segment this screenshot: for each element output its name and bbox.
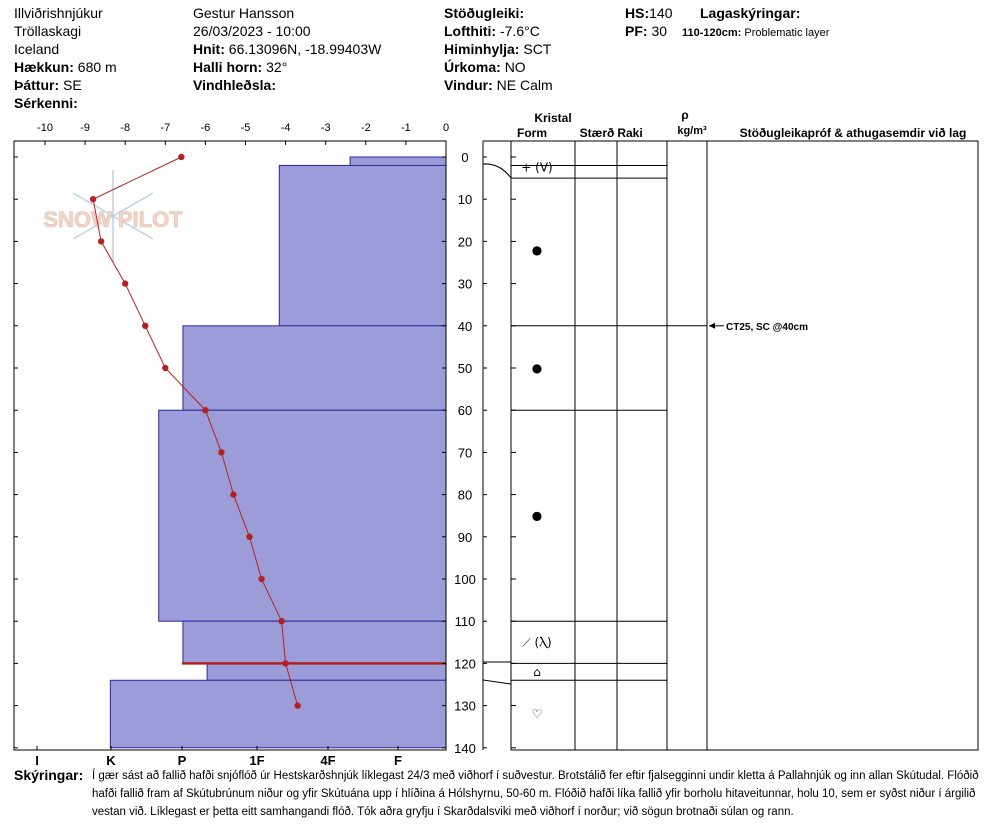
boundary-connector bbox=[483, 164, 511, 178]
temp-tick-label: 0 bbox=[442, 122, 450, 134]
temperature-point bbox=[98, 238, 104, 244]
temp-tick-label: -8 bbox=[120, 122, 131, 134]
slope-value: 32° bbox=[266, 59, 288, 75]
col-rho-unit: kg/m³ bbox=[677, 125, 707, 137]
hardness-layer bbox=[110, 680, 446, 748]
layer-note-text: Problematic layer bbox=[744, 27, 830, 39]
region: Tröllaskagi bbox=[14, 23, 82, 39]
features-label: Sérkenni: bbox=[14, 95, 78, 111]
slope-label: Halli horn: bbox=[193, 59, 263, 75]
hs-label: HS: bbox=[625, 5, 650, 21]
depth-tick-label: 40 bbox=[457, 318, 473, 334]
depth-tick-label: 90 bbox=[457, 529, 473, 545]
depth-tick-label: 50 bbox=[457, 361, 473, 376]
air-temp-value: -7.6°C bbox=[499, 23, 540, 39]
temp-tick-label: -6 bbox=[200, 122, 211, 134]
depth-tick-label: 120 bbox=[454, 656, 476, 672]
depth-tick-label: 0 bbox=[461, 150, 469, 165]
grain-form-symbol: ⟋ (Ⲗ) bbox=[522, 635, 552, 650]
temp-tick-label: -10 bbox=[37, 122, 53, 134]
layer-notes-label: Lagaskýringar: bbox=[700, 5, 801, 21]
hardness-layer bbox=[183, 326, 446, 410]
temperature-point bbox=[278, 618, 284, 624]
grain-form-symbol: ● bbox=[531, 508, 543, 523]
col-form: Form bbox=[517, 126, 547, 140]
depth-tick-label: 70 bbox=[457, 445, 473, 461]
table-frame bbox=[511, 141, 978, 750]
temp-tick-label: -3 bbox=[320, 122, 331, 134]
wind-label: Vindur: bbox=[444, 77, 493, 93]
depth-tick-label: 140 bbox=[454, 740, 476, 756]
depth-tick-label: 100 bbox=[454, 572, 476, 587]
grain-form-symbol: ⌂ bbox=[533, 664, 541, 679]
temp-tick-label: -1 bbox=[401, 122, 411, 134]
pf-label: PF: bbox=[625, 23, 648, 39]
temperature-point bbox=[142, 323, 148, 329]
observer: Gestur Hansson bbox=[193, 5, 295, 21]
legend-label: Skýringar: bbox=[14, 767, 84, 783]
temp-tick-label: -5 bbox=[240, 122, 251, 134]
hardness-layer bbox=[159, 410, 446, 621]
depth-tick-label: 60 bbox=[457, 403, 473, 419]
stability-tests bbox=[709, 322, 808, 333]
boundary-connector bbox=[483, 680, 511, 684]
air-temp-label: Lofthiti: bbox=[444, 23, 497, 39]
hardness-layer bbox=[207, 663, 446, 680]
stability-label: Stöðugleiki: bbox=[444, 5, 525, 21]
watermark-text: SNOW PILOT bbox=[43, 207, 183, 232]
temp-tick-label: -2 bbox=[360, 122, 371, 134]
temperature-point bbox=[202, 407, 208, 413]
elevation-label: Hækkun: bbox=[14, 59, 74, 75]
grain-symbols bbox=[521, 161, 552, 721]
temperature-point bbox=[218, 449, 224, 455]
depth-tick-label: 110 bbox=[454, 614, 476, 630]
temp-tick-label: -4 bbox=[280, 122, 291, 134]
hardness-tick-label: K bbox=[106, 753, 116, 765]
temperature-point bbox=[294, 702, 300, 708]
grain-form-symbol: + (V) bbox=[521, 160, 553, 175]
col-rho: ρ bbox=[681, 108, 689, 122]
test-note: CT25, SC @40cm bbox=[726, 322, 809, 333]
col-tests: Stöðugleikapróf & athugasemdir við lag bbox=[739, 126, 967, 140]
temperature-point bbox=[90, 196, 96, 202]
col-moisture: Raki bbox=[617, 126, 643, 140]
coords-value: 66.13096N, -18.99403W bbox=[228, 41, 382, 57]
hardness-layers bbox=[110, 157, 446, 748]
temp-tick-label: -9 bbox=[80, 122, 90, 134]
hardness-layer bbox=[350, 157, 446, 165]
precip-value: NO bbox=[504, 59, 526, 75]
col-size: Stærð bbox=[579, 126, 615, 140]
hardness-tick-label: P bbox=[177, 753, 187, 765]
column-headers bbox=[517, 108, 966, 140]
legend-text: Í gær sást að fallið hafði snjóflóð úr Hestskarðshnjúk líklegast 24/3 með viðhorf í suðvestur. Brotstálið fer eftir fjalsegginni undir kletta á Pallahnjúk og inn allan Skútudal. Flóðið hafði fallið fram af Skútubrúnum niður og yfir Skútuána upp í hlíðina á Hólshyrnu, 50-60 m. Flóðið hafði líka fallið yfir borholu hitaveitunnar, holu 10, sem er syðst niður í árgilið vestan við. Líklegast er þetta eitt samhangandi flóð. Tók aðra gryfju í Skarðdalsviki með viðhorf í norður; við sögun brotnaði súlan og rann. bbox=[92, 770, 979, 818]
col-crystal: Kristal bbox=[534, 111, 572, 125]
precip-label: Úrkoma: bbox=[444, 59, 501, 75]
hardness-tick-label: 1F bbox=[249, 753, 265, 765]
depth-tick-label: 10 bbox=[457, 192, 473, 208]
coords-label: Hnit: bbox=[193, 41, 225, 57]
hardness-tick-label: F bbox=[394, 753, 402, 765]
depth-tick-label: 30 bbox=[457, 276, 473, 292]
location-name: Illviðrishnjúkur bbox=[14, 5, 103, 21]
temperature-point bbox=[122, 280, 128, 286]
temperature-point bbox=[282, 660, 288, 666]
temperature-point bbox=[230, 491, 236, 497]
hardness-tick-label: 4F bbox=[320, 753, 336, 765]
hardness-layer bbox=[183, 621, 446, 663]
temperature-point bbox=[246, 534, 252, 540]
aspect-value: SE bbox=[63, 77, 82, 93]
depth-tick-label: 20 bbox=[457, 234, 473, 250]
datetime: 26/03/2023 - 10:00 bbox=[193, 23, 311, 39]
grain-form-symbol: ● bbox=[531, 242, 543, 257]
wind-loading-label: Vindhleðsla: bbox=[193, 77, 276, 93]
hardness-layer bbox=[279, 165, 446, 325]
country: Iceland bbox=[14, 41, 60, 57]
depth-tick-label: 80 bbox=[457, 487, 473, 503]
pf-value: 30 bbox=[651, 23, 668, 39]
snowpilot-watermark bbox=[43, 170, 183, 262]
sky-label: Himinhylja: bbox=[444, 41, 520, 57]
elevation-value: 680 m bbox=[77, 59, 117, 75]
hs-value: 140 bbox=[649, 5, 673, 21]
temp-tick-label: -7 bbox=[160, 122, 171, 134]
depth-tick-label: 130 bbox=[454, 698, 476, 714]
temperature-point bbox=[162, 365, 168, 371]
sky-value: SCT bbox=[523, 41, 552, 57]
wind-value: NE Calm bbox=[496, 77, 553, 93]
hardness-tick-label: I bbox=[35, 753, 39, 765]
layer-note-range: 110-120cm: bbox=[682, 27, 742, 39]
temperature-point bbox=[258, 576, 264, 582]
test-arrow-head bbox=[709, 323, 715, 329]
aspect-label: Þáttur: bbox=[14, 77, 60, 93]
grain-form-symbol: ● bbox=[531, 361, 543, 375]
grain-form-symbol: ♡ bbox=[531, 707, 543, 722]
temperature-point bbox=[178, 154, 184, 160]
